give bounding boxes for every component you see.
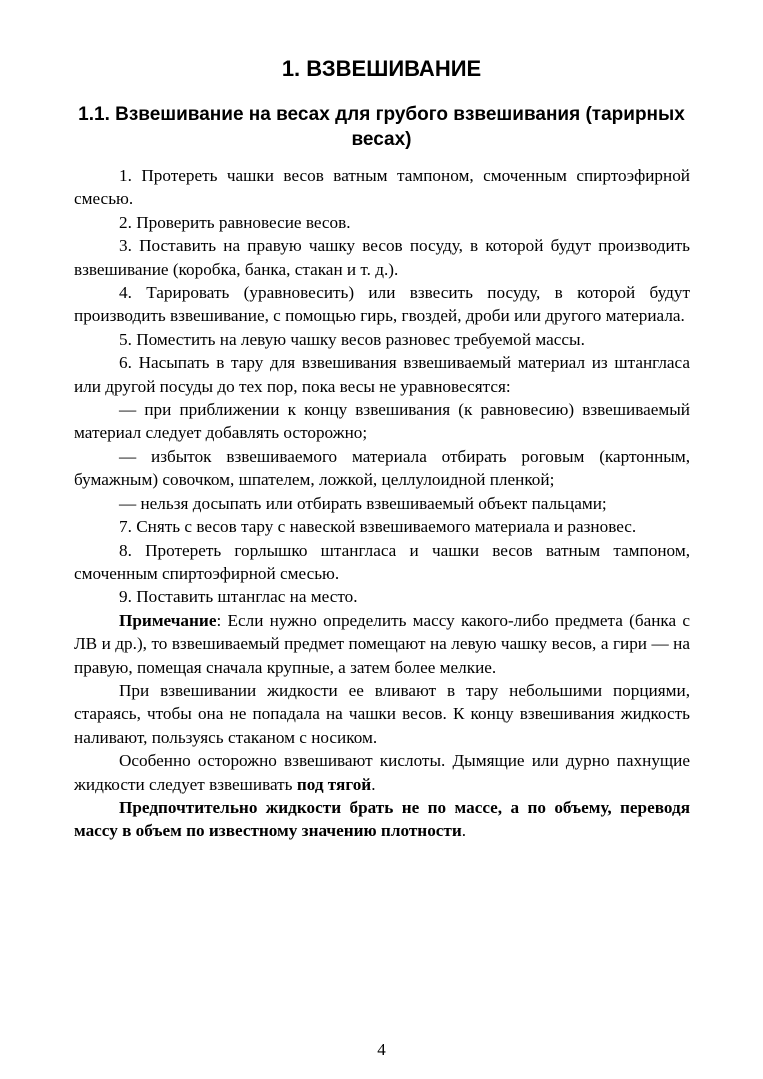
acids-text: Особенно осторожно взвешивают кислоты. Дымящие или дурно пахнущие жидкости следует взвешивать [74,751,690,794]
step-9: 9. Поставить штанглас на место. [119,587,358,607]
step-6-dash-2: — избыток взвешиваемого материала отбирать роговым (картонным, бумажным) совочком, шпателем, ложкой, целлулоидной пленкой; [74,446,690,490]
acids-paragraph [74,749,690,796]
chapter-heading: 1. ВЗВЕШИВАНИЕ [281,56,482,81]
step-2: 2. Проверить равновесие весов. [119,212,351,232]
step-6-dash-3: — нельзя досыпать или отбирать взвешиваемый объект пальцами; [119,493,607,513]
page-number: 4 [377,1040,386,1059]
step-1: 1. Протереть чашки весов ватным тампоном, смоченным спиртоэфирной смесью. [74,166,690,209]
liquids-paragraph: При взвешивании жидкости ее вливают в тару небольшими порциями, стараясь, чтобы она не попадала на чашки весов. К концу взвешивания жидкость наливают, пользуясь стаканом с носиком. [74,680,690,747]
body-text [74,164,690,843]
step-6-dash-1: — при приближении к концу взвешивания (к равновесию) взвешиваемый материал следует добавлять осторожно; [74,400,690,443]
step-7: 7. Снять с весов тару с навеской взвешиваемого материала и разновес. [119,517,637,537]
step-5: 5. Поместить на левую чашку весов разновес требуемой массы. [119,329,585,349]
final-bold: Предпочтительно жидкости брать не по массе, а по объему, переводя массу в объем по известному значению плотности [74,797,690,841]
step-8: 8. Протереть горлышко штангласа и чашки весов ватным тампоном, смоченным спиртоэфирной смесью. [74,540,690,583]
step-3: 3. Поставить на правую чашку весов посуду, в которой будут производить взвешивание (коробка, банка, стакан и т. д.). [74,236,690,279]
note-text: : Если нужно определить массу какого-либо предмета (банка с ЛВ и др.), то взвешиваемый предмет помещают на левую чашку весов, а гири — на правую, помещая сначала крупные, а затем более мелкие. [74,610,690,677]
final-end: . [461,821,467,841]
acids-end: . [371,774,376,794]
section-heading: 1.1. Взвешивание на весах для грубого взвешивания (тарирных весах) [78,104,685,150]
note-label: Примечание [119,610,217,630]
step-6: 6. Насыпать в тару для взвешивания взвешиваемый материал из штангласа или другой посуды до тех пор, пока весы не уравновесятся: [74,353,690,396]
acids-bold: под тягой [296,774,372,794]
step-4: 4. Тарировать (уравновесить) или взвесить посуду, в которой будут производить взвешивание, с помощью гирь, гвоздей, дроби или другого материала. [74,283,690,326]
final-paragraph [74,796,690,843]
note-paragraph [74,609,690,679]
